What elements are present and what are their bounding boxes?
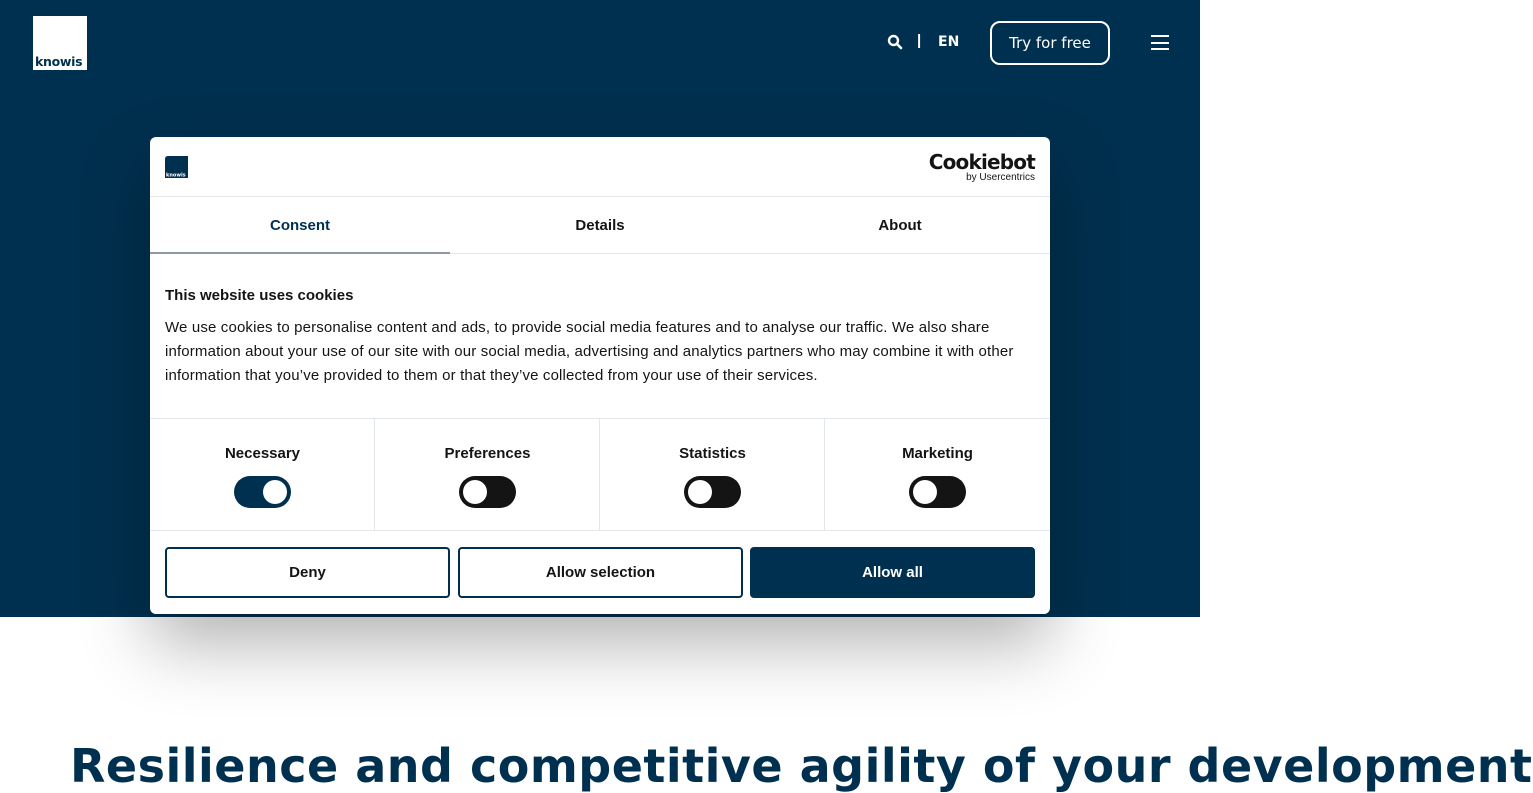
search-icon[interactable] [887,34,903,50]
logo-text: knowis [35,54,83,69]
dialog-header [150,137,1050,197]
toggle-knob [688,480,712,504]
preferences-toggle[interactable] [459,476,516,508]
toggle-knob [463,480,487,504]
language-switcher[interactable]: EN [938,34,960,50]
category-label: Preferences [444,445,531,462]
toggle-knob [263,480,287,504]
category-marketing [825,419,1050,531]
knowis-logo[interactable] [33,16,87,70]
tab-consent[interactable]: Consent [150,197,450,253]
page-headline: Resilience and competitive agility of your development [70,739,1533,793]
consent-description: We use cookies to personalise content and ads, to provide social media features and to analyse our traffic. We also share information about your use of our site with our social media, advertising and analytics partners who may combine it with other information that you’ve provided to them or that they’ve collected from your use of their services. [165,319,1014,384]
consent-title: This website uses cookies [165,287,354,304]
try-for-free-button[interactable]: Try for free [990,21,1110,65]
category-label: Necessary [224,445,301,462]
consent-tabs [150,197,1050,254]
knowis-logo-icon [165,156,188,178]
deny-button[interactable]: Deny [165,547,450,598]
cookiebot-name: Cookiebot [928,150,1035,174]
hamburger-menu-icon[interactable] [1151,35,1169,50]
category-label: Marketing [902,445,973,462]
category-label: Statistics [679,445,746,462]
necessary-toggle[interactable] [234,476,291,508]
category-preferences [375,419,600,531]
statistics-toggle[interactable] [684,476,741,508]
category-necessary [150,419,375,531]
tab-details[interactable]: Details [575,216,625,234]
header-divider: | [917,32,922,49]
cookie-consent-dialog [150,137,1050,614]
svg-text:knowis: knowis [166,172,186,179]
allow-selection-button[interactable]: Allow selection [458,547,743,598]
content-section [0,617,1533,793]
toggle-knob [913,480,937,504]
tab-about[interactable]: About [878,216,922,234]
cookiebot-subtitle: by Usercentrics [966,172,1035,183]
consent-categories [150,418,1050,531]
cookiebot-logo[interactable] [929,151,1035,183]
category-statistics [600,419,825,531]
allow-all-button[interactable]: Allow all [750,547,1035,598]
marketing-toggle[interactable] [909,476,966,508]
